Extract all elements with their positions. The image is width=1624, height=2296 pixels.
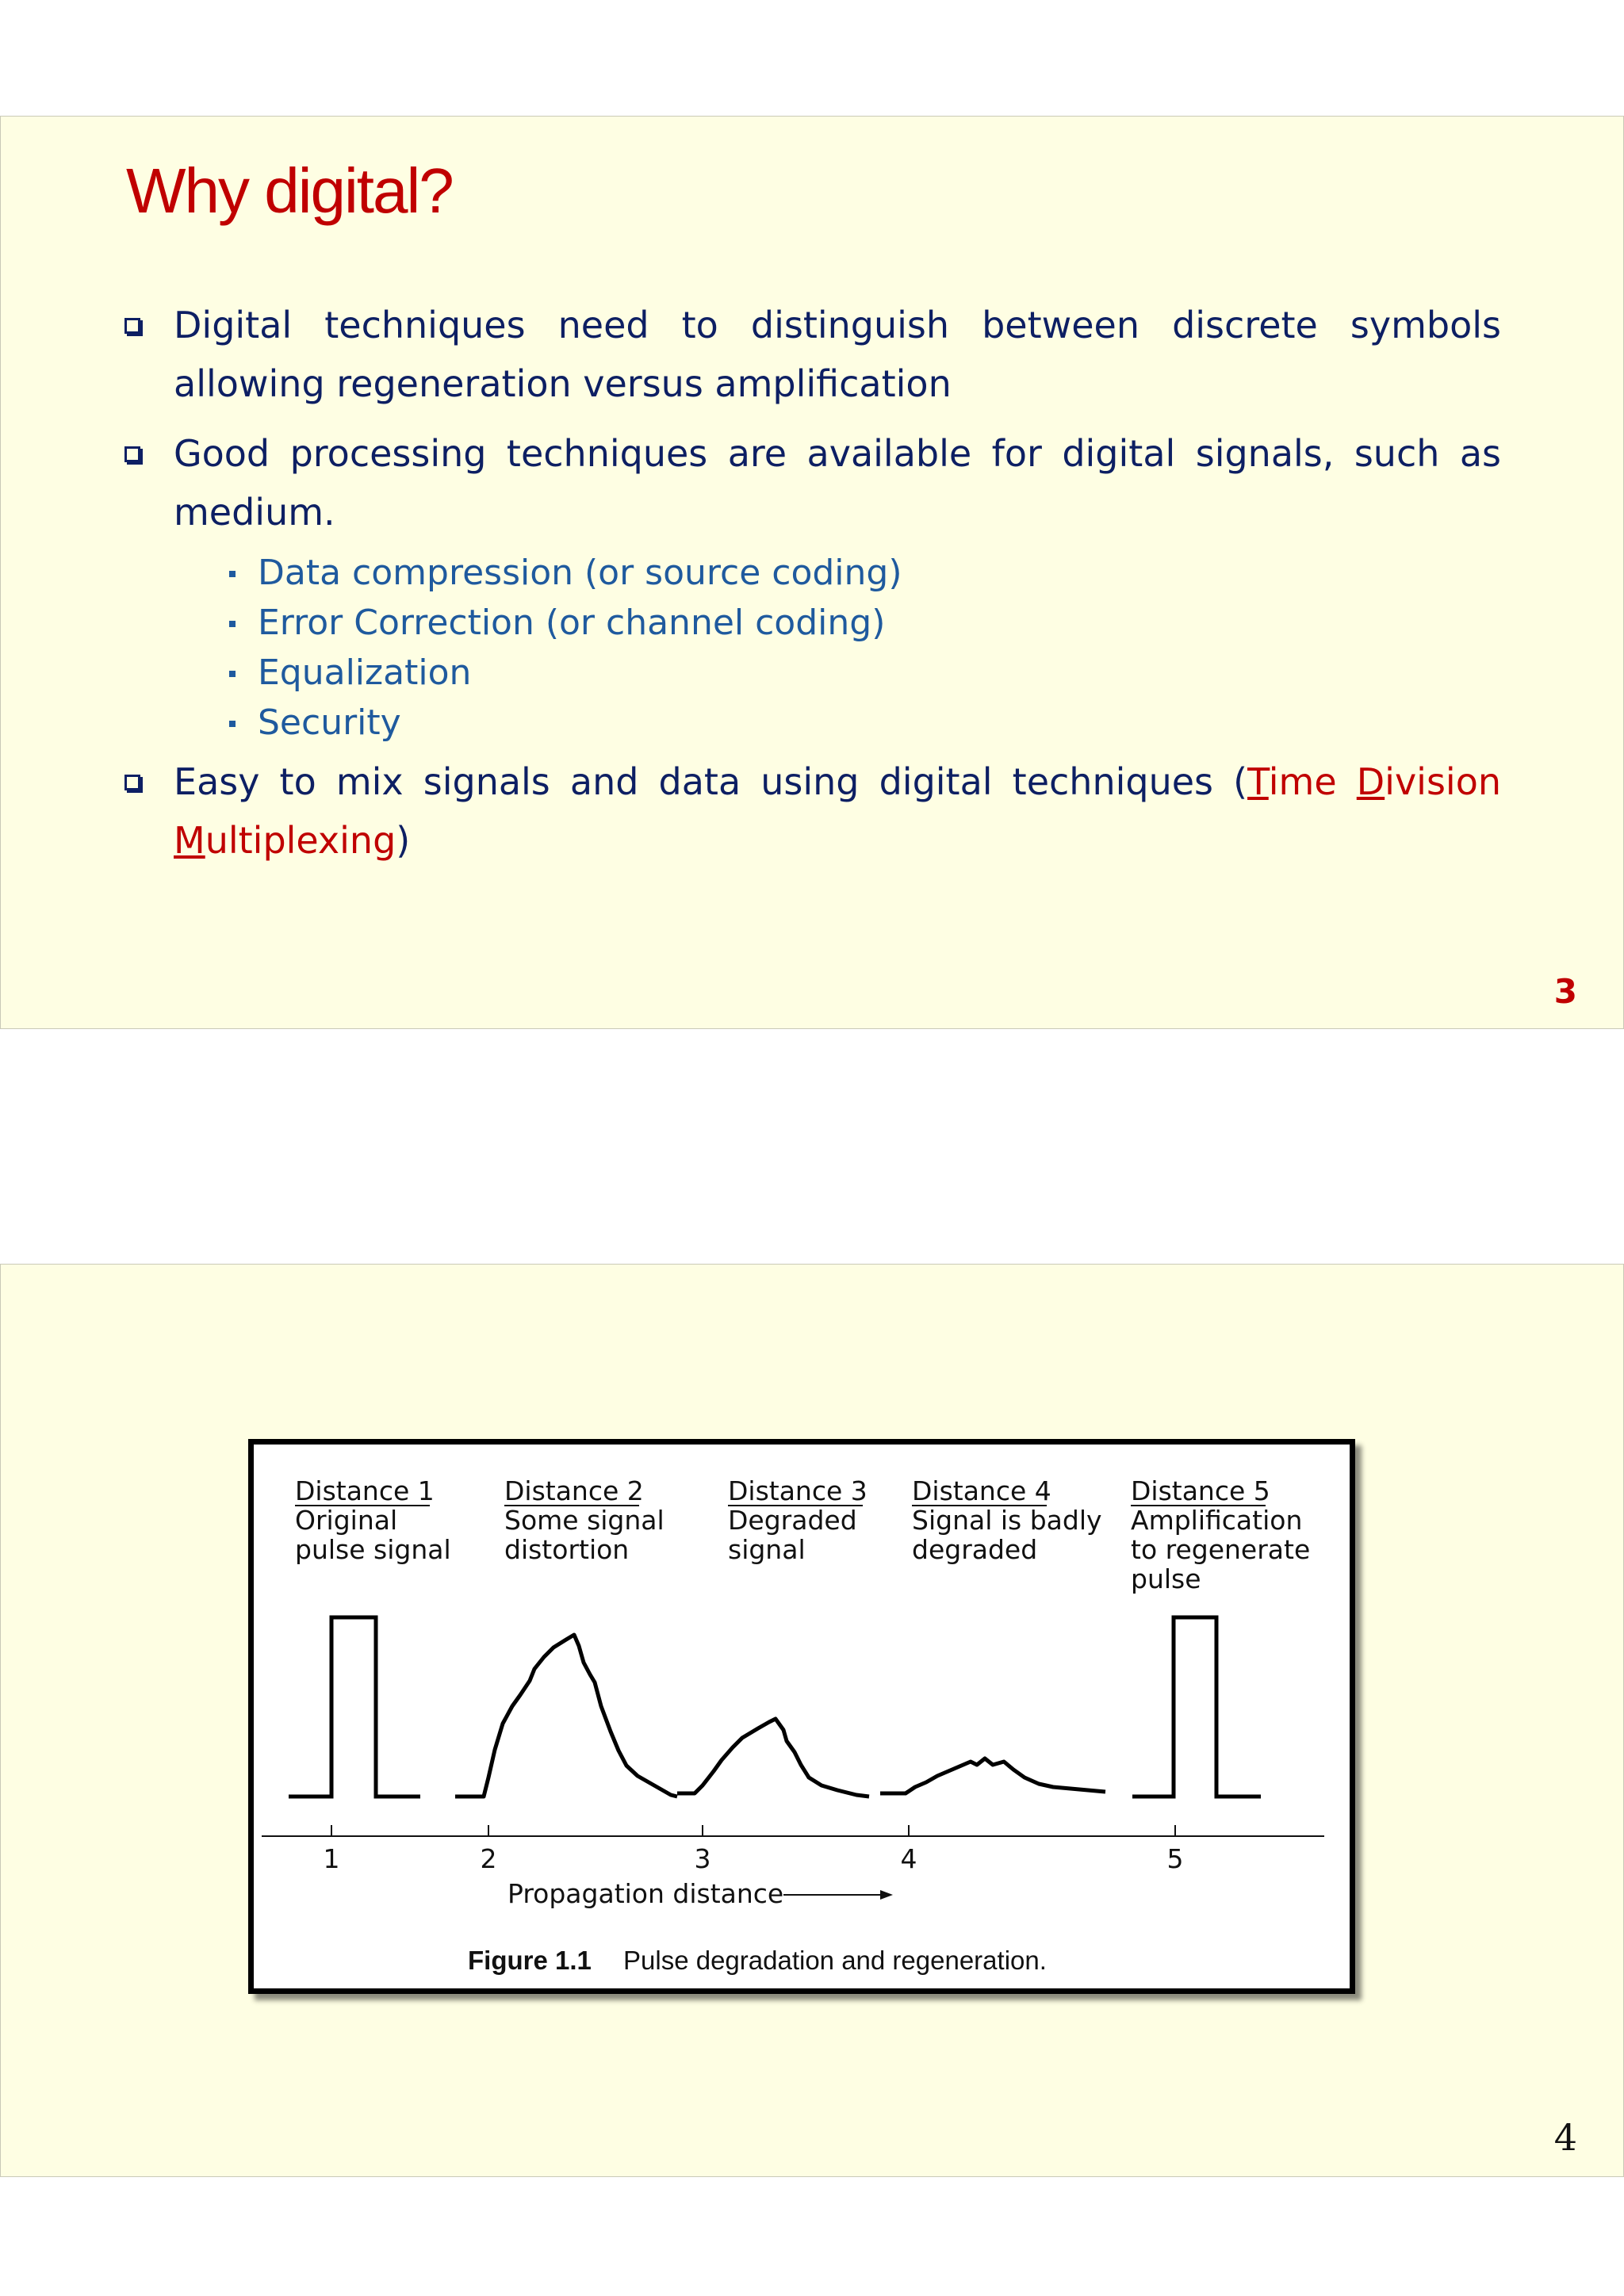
figure-caption-label: Figure 1.1 xyxy=(468,1946,592,1975)
small-square-bullet-icon xyxy=(229,621,236,627)
column-heading-text: Distance 5 xyxy=(1131,1475,1270,1506)
slide-title: Why digital? xyxy=(126,155,453,226)
pulse-3-degraded xyxy=(677,1719,869,1797)
column-desc-line: Degraded xyxy=(728,1505,857,1536)
sub-bullet-item xyxy=(216,698,1501,748)
bullet-text: Good processing techniques are available for digital signals, such as medium. xyxy=(174,432,1501,534)
tdm-initial-m: M xyxy=(174,819,205,862)
slide-3 xyxy=(0,116,1624,1029)
axis-tick-label: 5 xyxy=(1166,1843,1184,1874)
axis-tick-label: 4 xyxy=(900,1843,917,1874)
page-number: 4 xyxy=(1553,2116,1577,2159)
tdm-text: ultiplexing xyxy=(205,819,396,862)
column-desc-line: degraded xyxy=(912,1534,1038,1565)
tdm-text: ime xyxy=(1268,760,1357,803)
figure-pulse-degradation xyxy=(248,1439,1355,1994)
sub-bullet-text: Error Correction (or channel coding) xyxy=(258,603,886,643)
column-desc-line: Some signal xyxy=(504,1505,665,1536)
tdm-initial-t: T xyxy=(1247,760,1269,803)
column-desc-line: Amplification xyxy=(1131,1505,1303,1536)
sub-bullet-text: Security xyxy=(258,702,401,743)
column-heading-3 xyxy=(728,1475,868,1565)
square-bullet-icon xyxy=(124,775,140,790)
pulse-2-distorted xyxy=(455,1635,677,1797)
square-bullet-icon xyxy=(124,446,140,462)
column-heading-text: Distance 3 xyxy=(728,1475,868,1506)
small-square-bullet-icon xyxy=(229,721,236,727)
square-bullet-icon xyxy=(124,318,140,334)
tdm-text: ivision xyxy=(1385,760,1501,803)
axis-tick-label: 2 xyxy=(480,1843,497,1874)
small-square-bullet-icon xyxy=(229,671,236,677)
axis-tick-label: 3 xyxy=(694,1843,711,1874)
column-desc-line: pulse signal xyxy=(295,1534,451,1565)
tdm-initial-d: D xyxy=(1356,760,1385,803)
column-desc-line: Signal is badly xyxy=(912,1505,1102,1536)
page-number: 3 xyxy=(1553,972,1577,1011)
column-heading-text: Distance 1 xyxy=(295,1475,435,1506)
axis-label: Propagation distance xyxy=(508,1878,784,1909)
sub-bullet-text: Equalization xyxy=(258,652,472,693)
bullet-text: Digital techniques need to distinguish between discrete symbols allowing regeneration versus amplification xyxy=(174,304,1501,405)
figure-caption-text: Pulse degradation and regeneration. xyxy=(623,1946,1047,1975)
column-desc-line: pulse xyxy=(1131,1563,1201,1594)
pulse-5-regenerated xyxy=(1132,1617,1261,1797)
column-heading-text: Distance 4 xyxy=(912,1475,1051,1506)
column-heading-2 xyxy=(504,1475,665,1565)
column-heading-text: Distance 2 xyxy=(504,1475,644,1506)
column-heading-1 xyxy=(295,1475,451,1565)
column-heading-5 xyxy=(1131,1475,1310,1594)
bullet-item xyxy=(121,296,1501,413)
pulse-figure-svg xyxy=(254,1445,1350,1988)
pulse-4-badly-degraded xyxy=(880,1758,1105,1793)
bullet-item xyxy=(121,752,1501,870)
bullet-text: ) xyxy=(396,819,411,862)
sub-bullet-list xyxy=(121,548,1501,748)
column-desc-line: signal xyxy=(728,1534,806,1565)
axis-tick-label: 1 xyxy=(323,1843,340,1874)
pulse-1-original xyxy=(289,1617,420,1797)
bullet-text: Easy to mix signals and data using digital techniques ( xyxy=(174,760,1248,803)
bullet-list xyxy=(121,296,1501,881)
slide-4 xyxy=(0,1264,1624,2177)
sub-bullet-item xyxy=(216,548,1501,598)
sub-bullet-item xyxy=(216,598,1501,648)
sub-bullet-item xyxy=(216,648,1501,698)
column-desc-line: to regenerate xyxy=(1131,1534,1311,1565)
column-heading-4 xyxy=(912,1475,1102,1565)
sub-bullet-text: Data compression (or source coding) xyxy=(258,553,902,593)
small-square-bullet-icon xyxy=(229,571,236,577)
bullet-item xyxy=(121,424,1501,541)
column-desc-line: distortion xyxy=(504,1534,630,1565)
column-desc-line: Original xyxy=(295,1505,398,1536)
right-arrow-icon xyxy=(880,1890,893,1900)
